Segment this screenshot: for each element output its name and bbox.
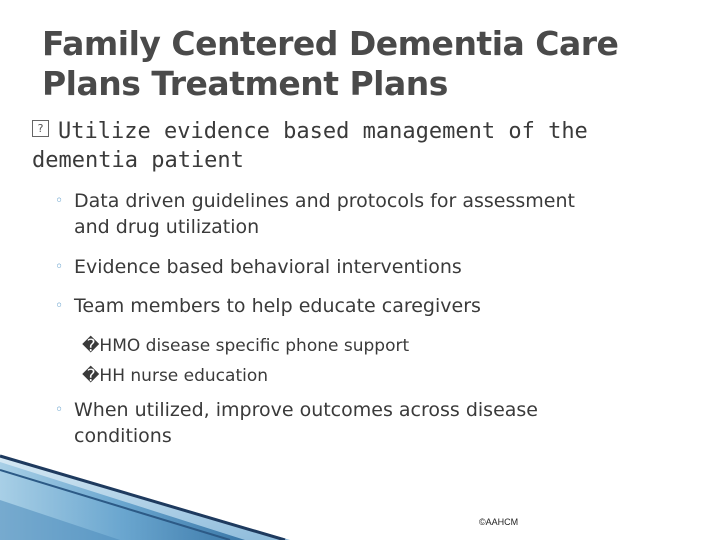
sub-bullet-line1: Team members to help educate caregivers <box>74 295 481 317</box>
title-line-2: Plans Treatment Plans <box>42 64 448 103</box>
bullet-level1-line1: Utilize evidence based management of the <box>58 119 588 144</box>
circle-bullet-icon: ◦ <box>55 298 64 314</box>
sub-bullet-line1: When utilized, improve outcomes across disease <box>74 399 538 421</box>
sub-bullet-line2: and drug utilization <box>74 216 260 238</box>
copyright-text: ©AAHCM <box>479 517 519 527</box>
square-bullet-icon: ? <box>32 120 49 137</box>
sub-bullet-line1: Evidence based behavioral interventions <box>74 256 462 278</box>
sub-sub-bullet: �HH nurse education <box>82 366 269 386</box>
circle-bullet-icon: ◦ <box>55 402 64 418</box>
circle-bullet-icon: ◦ <box>55 193 64 209</box>
sub-bullet-line1: Data driven guidelines and protocols for assessment <box>74 190 575 212</box>
bullet-level1-line2: dementia patient <box>32 148 244 173</box>
sub-bullet-line2: conditions <box>74 425 172 447</box>
title-line-1: Family Centered Dementia Care <box>42 24 619 63</box>
sub-sub-bullet: �HMO disease specific phone support <box>82 336 410 356</box>
circle-bullet-icon: ◦ <box>55 259 64 275</box>
